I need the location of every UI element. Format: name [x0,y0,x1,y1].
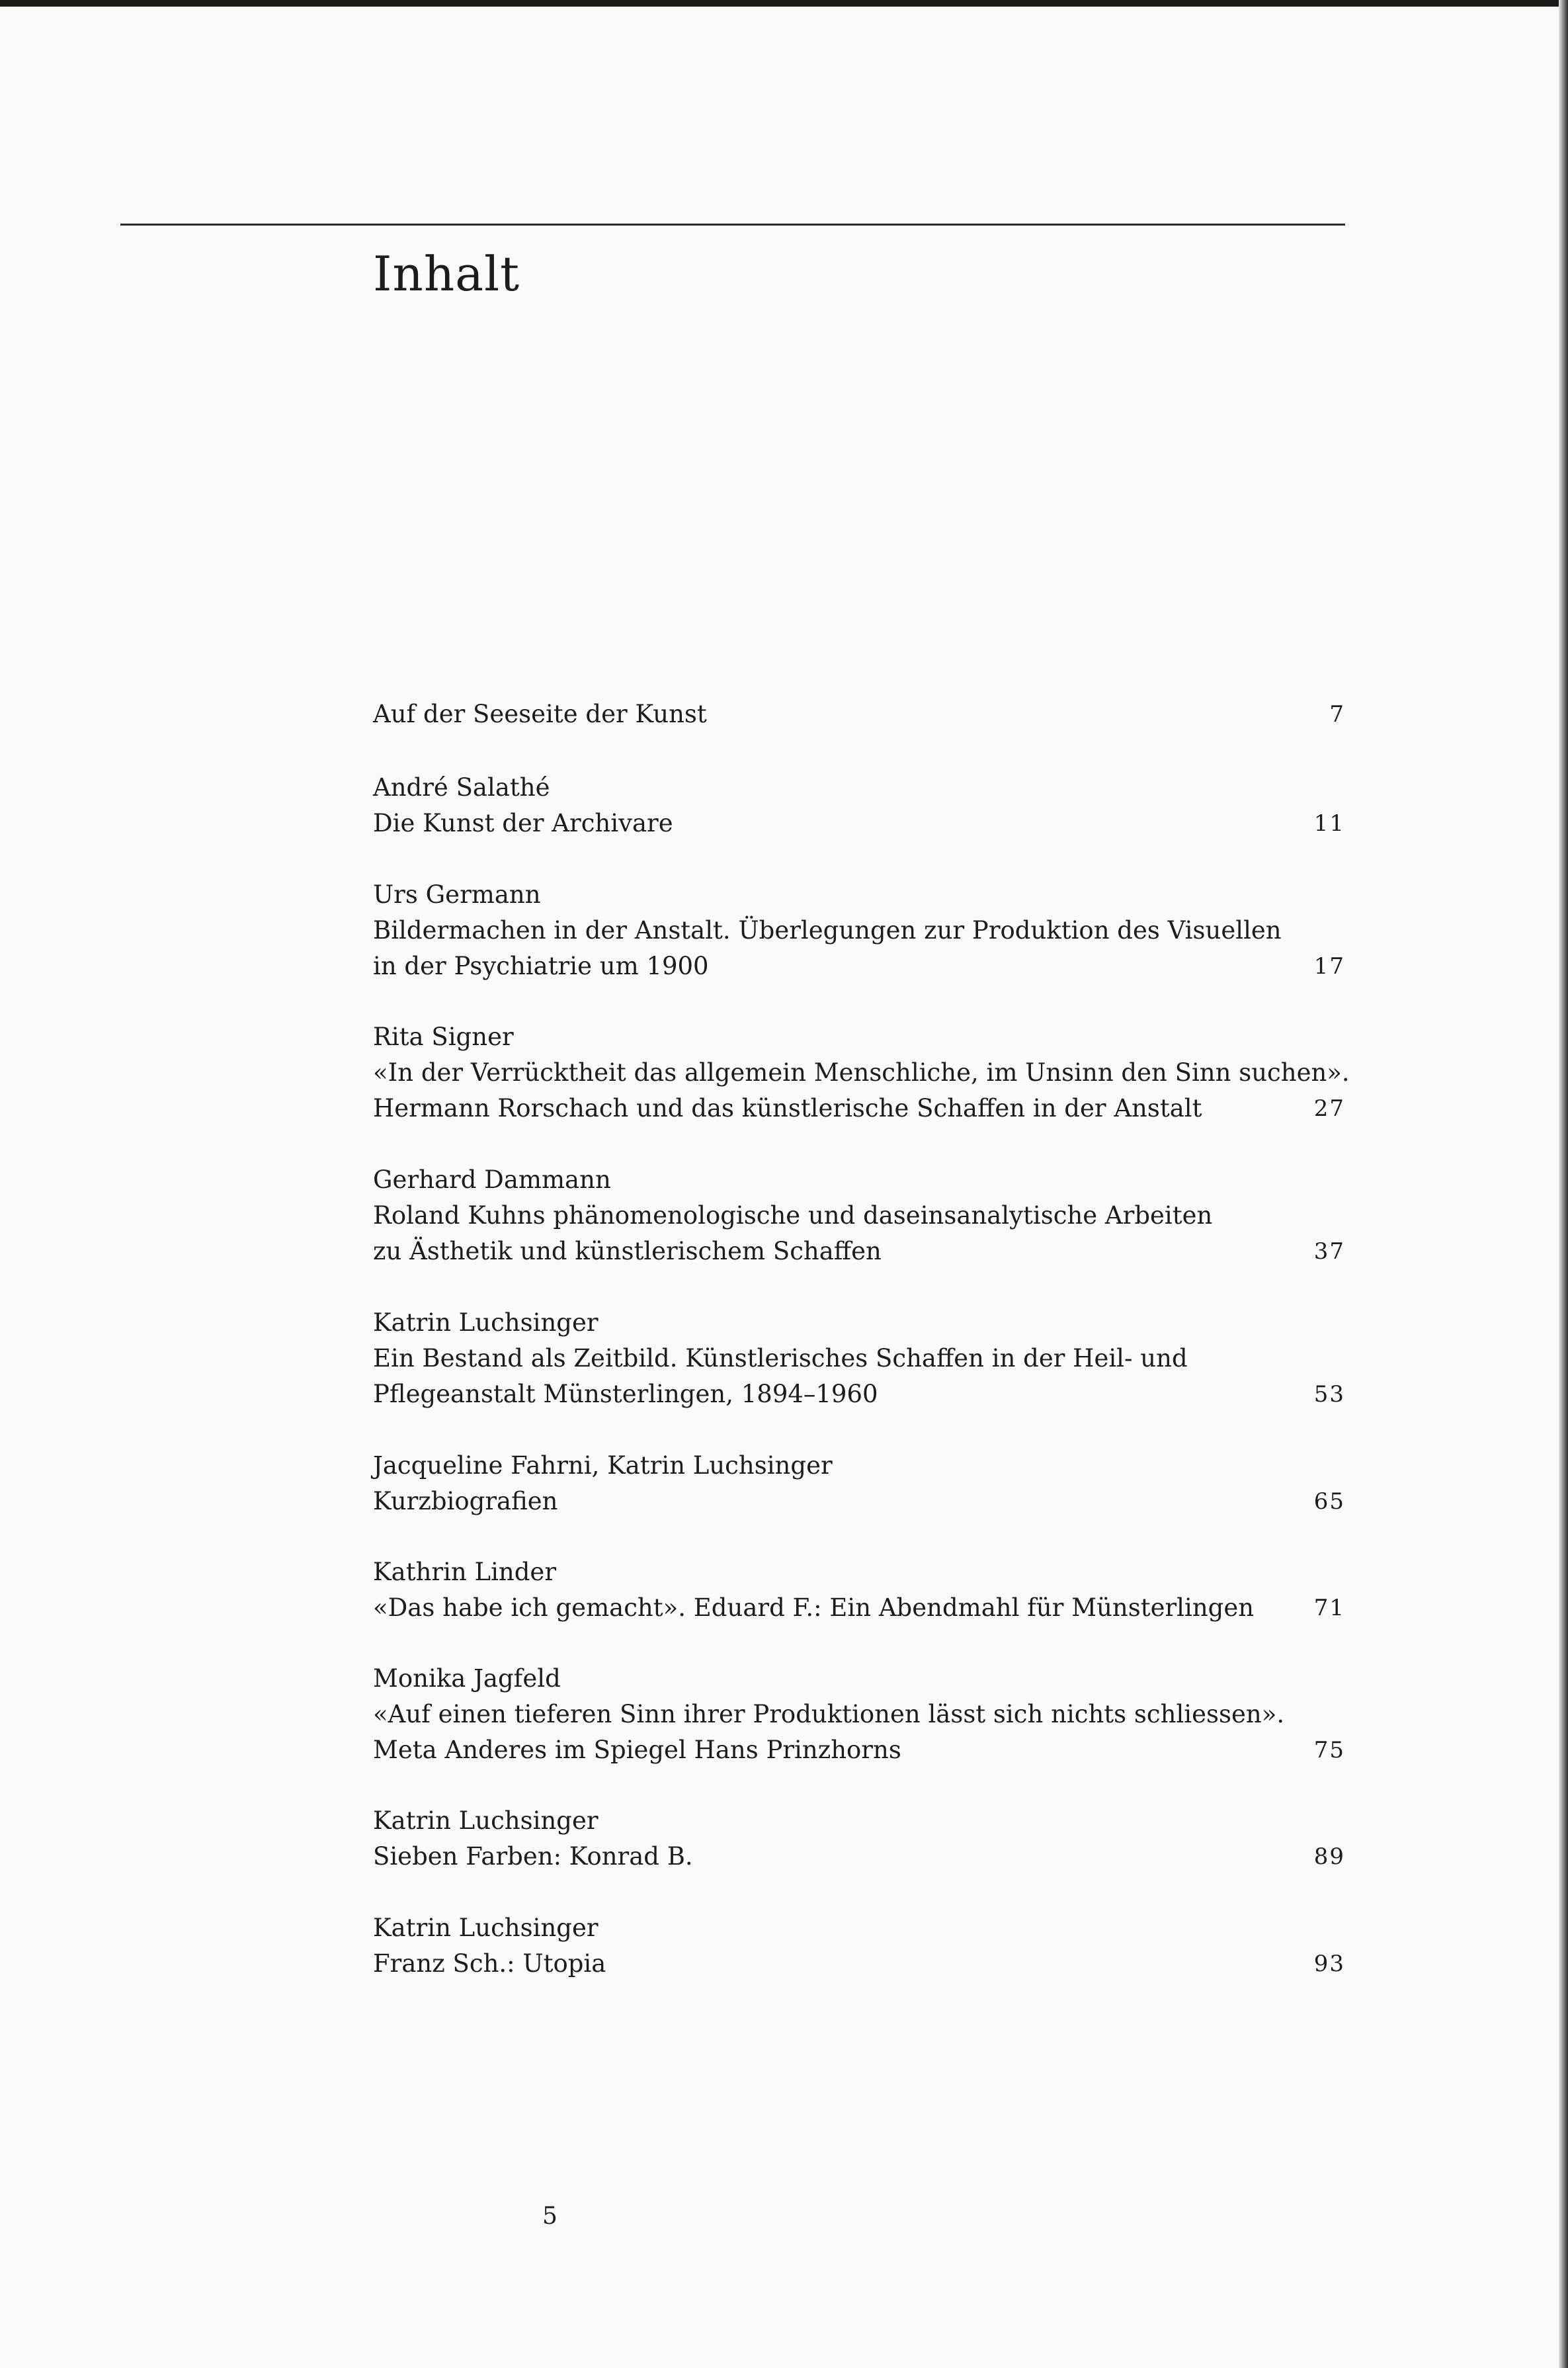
page-title: Inhalt [373,246,520,302]
toc-entry[interactable] [373,877,1345,984]
toc-title: Ein Bestand als Zeitbild. Künstlerisches Schaffen in der Heil- und [373,1344,1188,1373]
toc-author: André Salathé [373,773,550,802]
toc-title: Pflegeanstalt Münsterlingen, 1894–1960 [373,1380,878,1408]
toc-title: Meta Anderes im Spiegel Hans Prinzhorns [373,1736,901,1764]
toc-author: Jacqueline Fahrni, Katrin Luchsinger [373,1451,833,1480]
toc-page-number: 53 [1313,1381,1345,1408]
toc-page-number: 37 [1313,1238,1345,1265]
toc-page-number: 93 [1313,1951,1345,1977]
toc-title: Franz Sch.: Utopia [373,1949,606,1978]
toc-author: Rita Signer [373,1023,514,1051]
toc-entry[interactable] [373,770,1345,841]
page-number: 5 [542,2203,557,2230]
toc-page-number: 65 [1313,1488,1345,1515]
toc-page-number: 17 [1313,953,1345,980]
toc-entry[interactable] [373,1910,1345,1982]
toc-author: Katrin Luchsinger [373,1806,598,1835]
header-rule [120,224,1345,226]
toc-title: Sieben Farben: Konrad B. [373,1842,693,1871]
toc-entry[interactable] [373,1661,1345,1768]
toc-author: Gerhard Dammann [373,1165,611,1194]
toc-entry[interactable] [373,1019,1350,1126]
toc-entry[interactable] [373,1162,1345,1269]
toc-entry[interactable] [373,1554,1345,1626]
toc-entry[interactable] [373,1305,1345,1412]
toc-entry[interactable] [373,697,1345,732]
toc-title: Auf der Seeseite der Kunst [373,700,707,728]
toc-title: Die Kunst der Archivare [373,809,673,837]
toc-title: Hermann Rorschach und das künstlerische Schaffen in der Anstalt [373,1094,1202,1122]
toc-page-number: 71 [1313,1595,1345,1621]
toc-title: «Das habe ich gemacht». Eduard F.: Ein Abendmahl für Münsterlingen [373,1593,1255,1622]
toc-title: Bildermachen in der Anstalt. Überlegungen zur Produktion des Visuellen [373,916,1282,945]
toc-title: zu Ästhetik und künstlerischem Schaffen [373,1237,882,1265]
toc-author: Monika Jagfeld [373,1664,561,1693]
toc-author: Katrin Luchsinger [373,1914,598,1942]
toc-author: Urs Germann [373,880,541,909]
toc-entry[interactable] [373,1448,1345,1519]
toc-author: Katrin Luchsinger [373,1308,598,1337]
toc-title: in der Psychiatrie um 1900 [373,952,709,980]
page-right-edge [1559,0,1568,2368]
toc-page-number: 11 [1313,810,1345,837]
toc-title: «Auf einen tieferen Sinn ihrer Produktionen lässt sich nichts schliessen». [373,1700,1285,1728]
toc-entry[interactable] [373,1803,1345,1875]
toc-page-number: 89 [1313,1843,1345,1870]
toc-title: «In der Verrücktheit das allgemein Menschliche, im Unsinn den Sinn suchen». [373,1058,1350,1087]
toc-title: Kurzbiografien [373,1487,558,1515]
toc-author: Kathrin Linder [373,1558,557,1586]
toc-page-number: 27 [1313,1095,1345,1122]
toc-page-number: 75 [1313,1737,1345,1763]
toc-page-number: 7 [1329,701,1345,728]
toc-title: Roland Kuhns phänomenologische und daseinsanalytische Arbeiten [373,1201,1213,1230]
page-top-edge [0,0,1568,7]
